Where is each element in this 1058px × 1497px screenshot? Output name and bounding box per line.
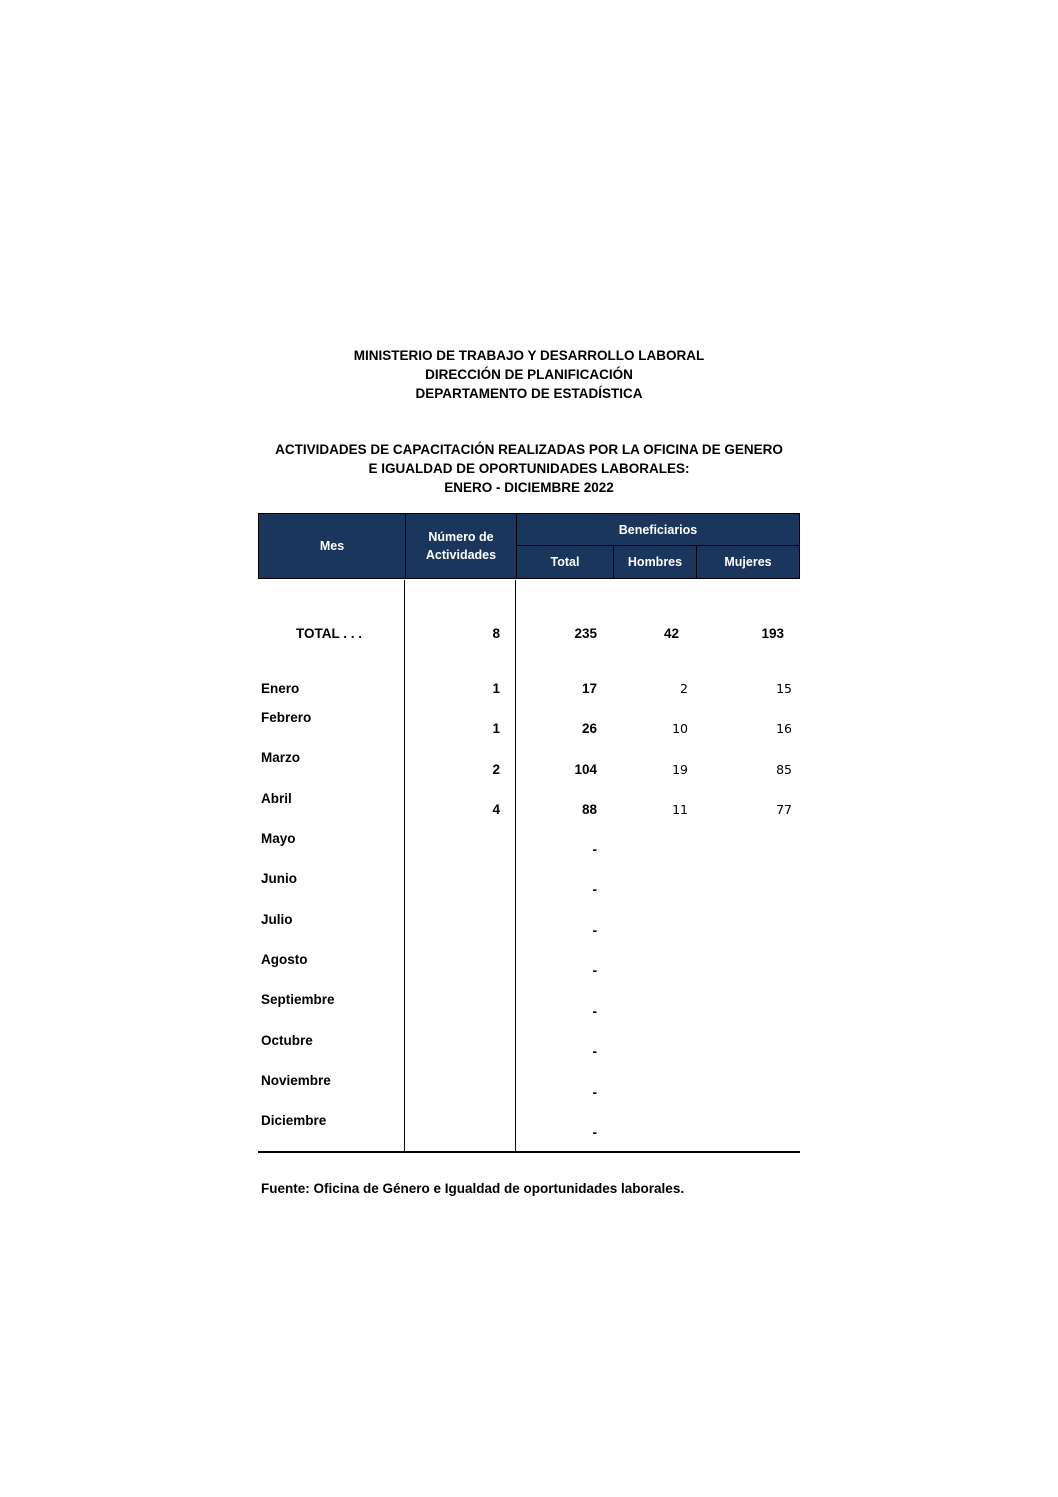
header-numero-line1: Número de (428, 530, 494, 544)
total-hombres: 42 (663, 626, 679, 641)
department-name: DEPARTAMENTO DE ESTADÍSTICA (415, 386, 643, 401)
row-total: - (592, 1004, 597, 1019)
row-hombres: 10 (672, 721, 688, 736)
month-label: Mayo (261, 831, 296, 846)
row-total: 26 (581, 721, 597, 736)
table-title-line1: ACTIVIDADES DE CAPACITACIÓN REALIZADAS POR LA OFICINA DE GENERO (275, 442, 783, 457)
ministry-name: MINISTERIO DE TRABAJO Y DESARROLLO LABORAL (353, 348, 705, 363)
month-label: Enero (261, 681, 300, 696)
row-total: 17 (581, 681, 597, 696)
row-mujeres: 16 (776, 721, 792, 736)
row-mujeres: 15 (776, 681, 792, 696)
row-hombres: 2 (680, 681, 688, 696)
row-total: - (592, 882, 597, 897)
column-divider-mes (404, 580, 405, 1152)
month-label: Noviembre (261, 1073, 331, 1088)
month-label: Octubre (261, 1033, 313, 1048)
month-label: Febrero (261, 710, 312, 725)
row-total: - (592, 842, 597, 857)
row-mujeres: 85 (776, 762, 792, 777)
row-actividades: 4 (492, 802, 500, 817)
row-total: - (592, 963, 597, 978)
row-actividades: 1 (492, 721, 500, 736)
row-total: - (592, 923, 597, 938)
header-mes: Mes (319, 539, 345, 553)
total-label: TOTAL . . . (296, 626, 363, 641)
row-actividades: 2 (492, 762, 500, 777)
month-label: Diciembre (261, 1113, 327, 1128)
header-numero-actividades (406, 514, 516, 578)
source-note: Fuente: Oficina de Género e Igualdad de oportunidades laborales. (261, 1181, 685, 1196)
row-total: 104 (574, 762, 597, 777)
row-total: 88 (581, 802, 597, 817)
row-total: - (592, 1125, 597, 1140)
row-total: - (592, 1085, 597, 1100)
row-hombres: 11 (672, 802, 688, 817)
month-label: Marzo (261, 750, 301, 765)
header-hombres: Hombres (627, 555, 683, 569)
table-header (258, 513, 800, 579)
row-mujeres: 77 (776, 802, 792, 817)
month-label: Julio (261, 912, 293, 927)
row-actividades: 1 (492, 681, 500, 696)
header-beneficiarios: Beneficiarios (618, 522, 698, 537)
row-total: - (592, 1044, 597, 1059)
month-label: Septiembre (261, 992, 335, 1007)
direction-name: DIRECCIÓN DE PLANIFICACIÓN (425, 367, 633, 382)
month-label: Abril (261, 791, 292, 806)
header-mujeres: Mujeres (724, 555, 772, 569)
total-beneficiarios: 235 (574, 626, 597, 641)
total-actividades: 8 (492, 626, 500, 641)
total-mujeres: 193 (761, 626, 784, 641)
month-label: Agosto (261, 952, 308, 967)
header-total: Total (550, 555, 580, 569)
column-divider-actividades (515, 580, 516, 1152)
table-title-period: ENERO - DICIEMBRE 2022 (444, 480, 614, 495)
header-numero-line2: Actividades (425, 548, 497, 562)
row-hombres: 19 (672, 762, 688, 777)
month-label: Junio (261, 871, 297, 886)
table-bottom-rule (258, 1151, 800, 1153)
table-title-line2: E IGUALDAD DE OPORTUNIDADES LABORALES: (368, 461, 690, 476)
